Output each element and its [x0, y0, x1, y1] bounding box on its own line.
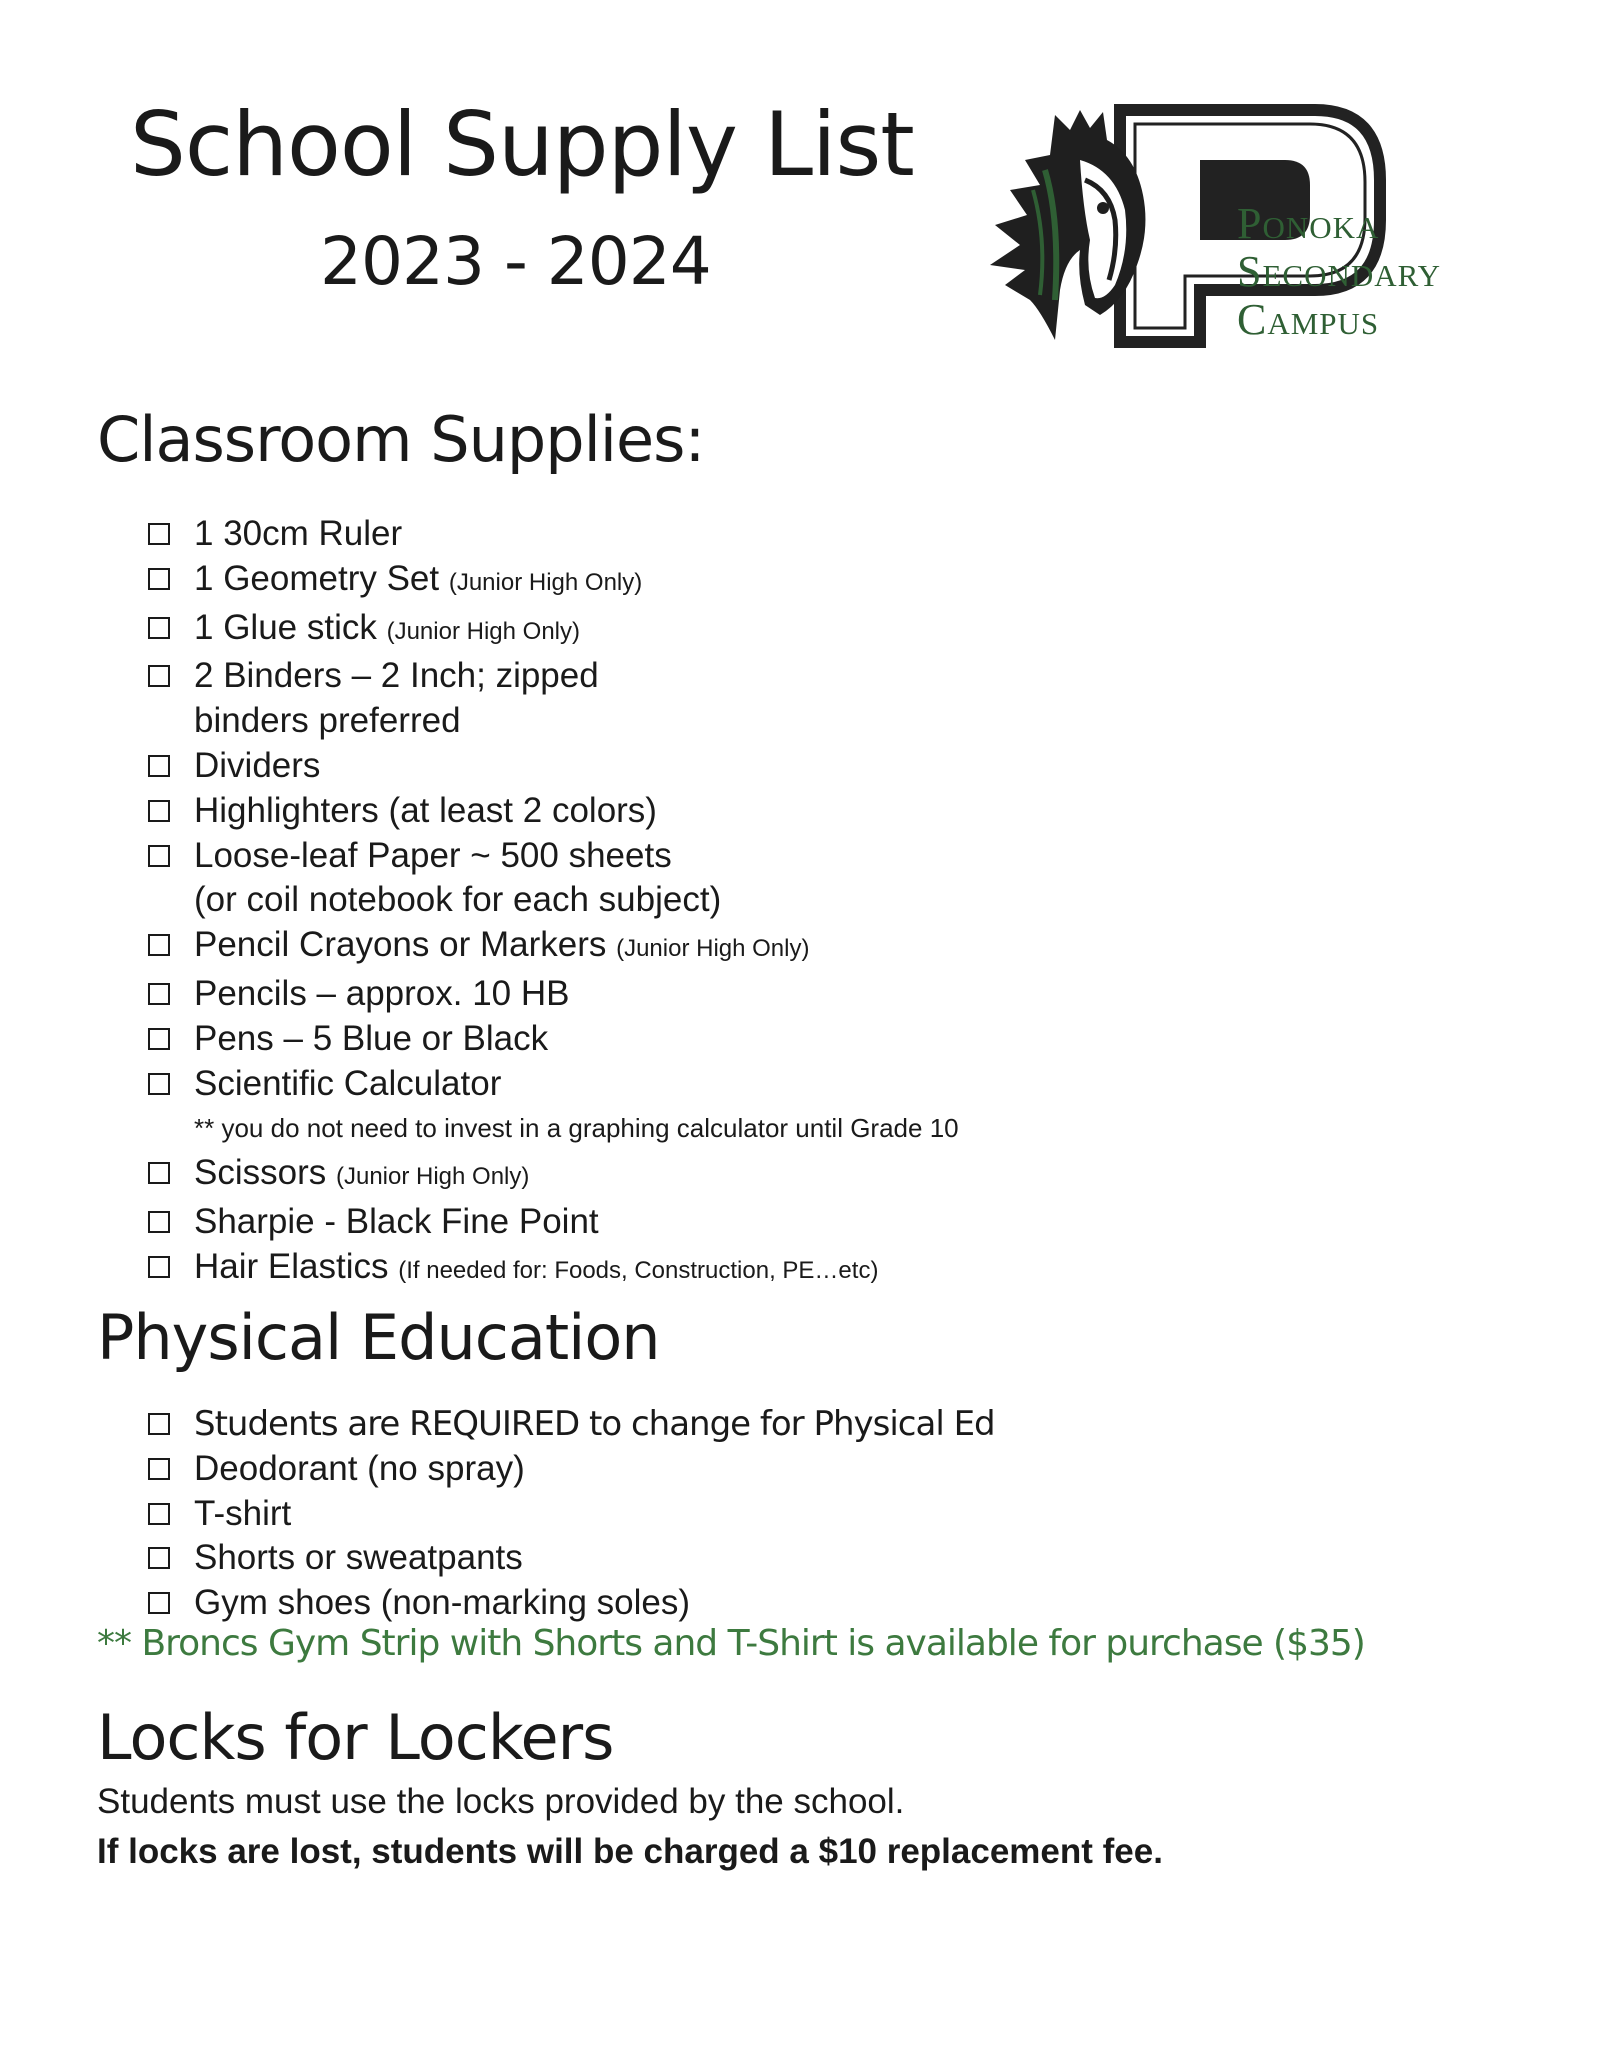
list-item[interactable]: 1 Geometry Set (Junior High Only) — [148, 557, 959, 606]
list-item[interactable]: T-shirt — [148, 1492, 995, 1537]
item-note: (Junior High Only) — [616, 935, 810, 963]
list-item[interactable]: Highlighters (at least 2 colors) — [148, 789, 959, 834]
list-item[interactable]: Gym shoes (non-marking soles) — [148, 1581, 995, 1626]
checkbox[interactable] — [148, 800, 170, 822]
locks-heading: Locks for Lockers — [97, 1701, 614, 1774]
checkbox[interactable] — [148, 755, 170, 777]
school-year: 2023 - 2024 — [320, 223, 711, 300]
physical-education-list — [148, 1402, 995, 1626]
list-item[interactable]: Deodorant (no spray) — [148, 1447, 995, 1492]
list-item[interactable]: 1 30cm Ruler — [148, 512, 959, 557]
item-note: (Junior High Only) — [386, 617, 580, 645]
list-item[interactable]: 1 Glue stick (Junior High Only) — [148, 606, 959, 655]
list-item[interactable]: Dividers — [148, 744, 959, 789]
checkbox[interactable] — [148, 665, 170, 687]
list-item[interactable]: Pencils – approx. 10 HB — [148, 972, 959, 1017]
checkbox[interactable] — [148, 845, 170, 867]
calculator-note: ** you do not need to invest in a graphing calculator until Grade 10 — [194, 1113, 959, 1144]
logo-line: Secondary — [1237, 247, 1441, 296]
physical-education-heading: Physical Education — [97, 1301, 660, 1374]
list-item[interactable]: Loose-leaf Paper ~ 500 sheets — [148, 834, 959, 879]
checkbox[interactable] — [148, 1458, 170, 1480]
checkbox[interactable] — [148, 523, 170, 545]
checkbox[interactable] — [148, 1162, 170, 1184]
classroom-supplies-list — [148, 512, 959, 1294]
locks-instruction: Students must use the locks provided by the school. — [97, 1782, 905, 1821]
logo-line: Campus — [1237, 295, 1380, 344]
checkbox[interactable] — [148, 1547, 170, 1569]
classroom-supplies-heading: Classroom Supplies: — [97, 403, 705, 476]
checkbox[interactable] — [148, 1211, 170, 1233]
list-item[interactable]: Scissors (Junior High Only) — [148, 1151, 959, 1200]
checkbox[interactable] — [148, 934, 170, 956]
list-item-continuation: binders preferred — [194, 701, 461, 741]
list-item[interactable]: Scientific Calculator — [148, 1062, 959, 1107]
list-item[interactable]: Hair Elastics (If needed for: Foods, Construction, PE…etc) — [148, 1245, 959, 1294]
checkbox[interactable] — [148, 1028, 170, 1050]
list-item[interactable]: Sharpie - Black Fine Point — [148, 1200, 959, 1245]
item-note: (Junior High Only) — [448, 568, 643, 596]
item-note: (Junior High Only) — [335, 1163, 530, 1191]
checkbox[interactable] — [148, 1592, 170, 1614]
item-note: (If needed for: Foods, Construction, PE…etc) — [398, 1256, 879, 1284]
checkbox[interactable] — [148, 1413, 170, 1435]
list-item[interactable]: Pencil Crayons or Markers (Junior High Only) — [148, 923, 959, 972]
list-item-continuation: (or coil notebook for each subject) — [194, 880, 722, 920]
page-title: School Supply List — [130, 93, 914, 196]
checkbox[interactable] — [148, 983, 170, 1005]
list-item[interactable]: 2 Binders – 2 Inch; zipped — [148, 654, 959, 699]
locks-fee-warning: If locks are lost, students will be charged a $10 replacement fee. — [97, 1832, 1163, 1871]
list-item[interactable]: Students are REQUIRED to change for Physical Ed — [148, 1402, 995, 1447]
checkbox[interactable] — [148, 617, 170, 639]
checkbox[interactable] — [148, 1073, 170, 1095]
checkbox[interactable] — [148, 568, 170, 590]
checkbox[interactable] — [148, 1256, 170, 1278]
school-logo-text — [1237, 200, 1441, 344]
logo-line: Ponoka — [1237, 199, 1380, 248]
list-item[interactable]: Shorts or sweatpants — [148, 1536, 995, 1581]
gym-strip-note: ** Broncs Gym Strip with Shorts and T-Shirt is available for purchase ($35) — [97, 1623, 1365, 1664]
list-item[interactable]: Pens – 5 Blue or Black — [148, 1017, 959, 1062]
checkbox[interactable] — [148, 1503, 170, 1525]
